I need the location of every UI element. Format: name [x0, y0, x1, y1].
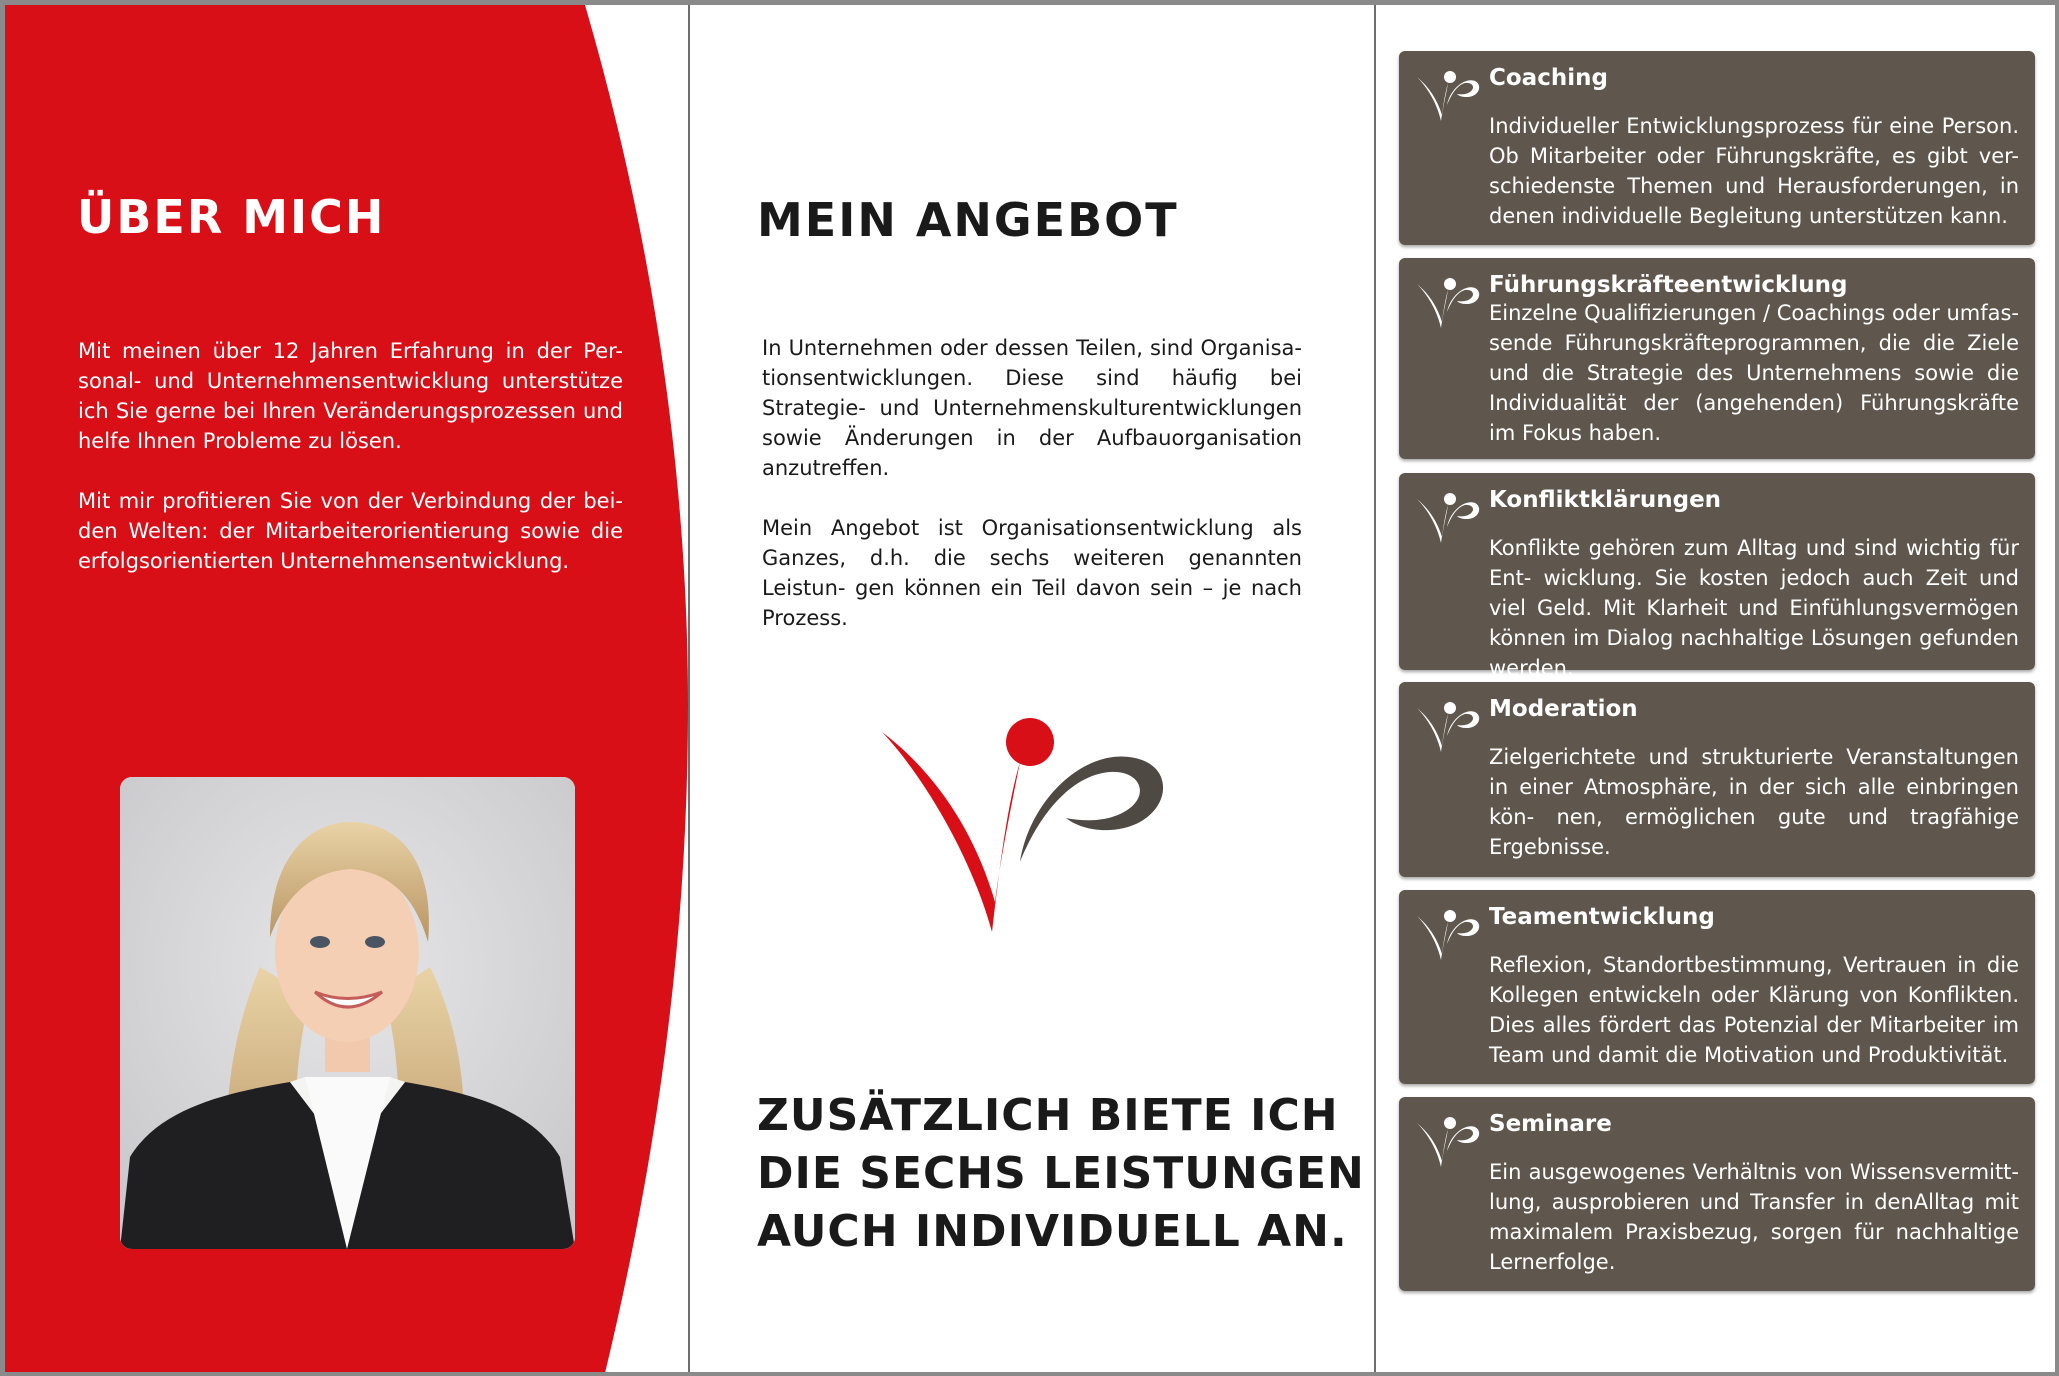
service-title: Führungskräfteentwicklung	[1489, 272, 1848, 298]
service-title: Coaching	[1489, 65, 1608, 91]
service-card-leadership	[1399, 258, 2035, 459]
service-description: Konflikte gehören zum Alltag und sind wichtig für Ent- wicklung. Sie kosten jedoch auch Zeit und viel Geld. Mit Klarheit und Einfühlungsvermögen können im Dialog nachhaltige Lösungen gefunden werden.	[1489, 536, 2019, 680]
about-title: ÜBER MICH	[77, 190, 386, 244]
logo-icon	[1415, 69, 1481, 125]
offer-paragraph-2: Mein Angebot ist Organisationsentwicklung als Ganzes, d.h. die sechs weiteren genannten Leistun- gen können ein Teil davon sein – je nach Prozess.	[762, 516, 1302, 630]
service-description: Einzelne Qualifizierungen / Coachings oder umfas- sende Führungskräfteprogrammen, die die Ziele und die Strategie des Unternehmens sowie die Individualität der (angehenden) Führungskräfte im Fokus haben.	[1489, 301, 2019, 445]
service-description: Zielgerichtete und strukturierte Veranstaltungen in einer Atmosphäre, in der sich alle einbringen kön- nen, ermöglichen gute und tragfähige Ergebnisse.	[1489, 745, 2019, 859]
company-logo	[880, 712, 1180, 942]
services-panel	[1376, 5, 2056, 1373]
about-paragraph-2: Mit mir profitieren Sie von der Verbindung der bei- den Welten: der Mitarbeiterorientierung sowie die erfolgsorientierten Unternehmensentwicklung.	[78, 489, 623, 573]
service-card-coaching	[1399, 51, 2035, 245]
frame-border-left	[0, 0, 5, 1376]
logo-icon	[1415, 700, 1481, 756]
service-description: Ein ausgewogenes Verhältnis von Wissensvermitt- lung, ausprobieren und Transfer in denAlltag mit maximalem Praxisbezug, sorgen für nachhaltige Lernerfolge.	[1489, 1160, 2019, 1274]
logo-icon	[1415, 1115, 1481, 1171]
offer-title: MEIN ANGEBOT	[757, 193, 1179, 247]
service-card-teamdevelopment	[1399, 890, 2035, 1084]
about-paragraph-1: Mit meinen über 12 Jahren Erfahrung in der Per- sonal- und Unternehmensentwicklung unterstütze ich Sie gerne bei Ihren Veränderungsprozessen und helfe Ihnen Probleme zu lösen.	[78, 339, 623, 453]
offer-panel	[690, 5, 1374, 1373]
closing-line: AUCH INDIVIDUELL AN.	[757, 1206, 1348, 1257]
frame-border-bottom	[0, 1372, 2059, 1376]
about-panel	[5, 5, 688, 1373]
logo-icon	[1415, 491, 1481, 547]
service-card-seminars	[1399, 1097, 2035, 1291]
closing-line: DIE SECHS LEISTUNGEN	[757, 1148, 1365, 1199]
logo-icon	[1415, 908, 1481, 964]
service-title: Konfliktklärungen	[1489, 487, 1722, 513]
service-description: Individueller Entwicklungsprozess für eine Person. Ob Mitarbeiter oder Führungskräfte, es gibt ver- schiedenste Themen und Herausforderungen, in denen individuelle Begleitung unterstützen kann.	[1489, 114, 2019, 228]
service-card-conflict	[1399, 473, 2035, 680]
service-description: Reflexion, Standortbestimmung, Vertrauen in die Kollegen entwickeln oder Klärung von Konflikten. Dies alles fördert das Potenzial der Mitarbeiter im Team und damit die Motivation und Produktivität.	[1489, 953, 2019, 1067]
service-title: Moderation	[1489, 696, 1638, 722]
portrait-photo	[120, 777, 575, 1249]
service-card-moderation	[1399, 682, 2035, 877]
logo-icon	[1415, 276, 1481, 332]
frame-border-right	[2055, 0, 2059, 1376]
service-title: Teamentwicklung	[1489, 904, 1715, 930]
offer-paragraph-1: In Unternehmen oder dessen Teilen, sind Organisa- tionsentwicklungen. Diese sind häufig bei Strategie- und Unternehmenskulturentwicklungen sowie Änderungen in der Aufbauorganisation anzutreffen.	[762, 336, 1302, 480]
closing-line: ZUSÄTZLICH BIETE ICH	[757, 1090, 1339, 1141]
service-title: Seminare	[1489, 1111, 1612, 1137]
offer-closing-statement	[757, 1087, 1365, 1261]
frame-border-top	[0, 0, 2059, 5]
